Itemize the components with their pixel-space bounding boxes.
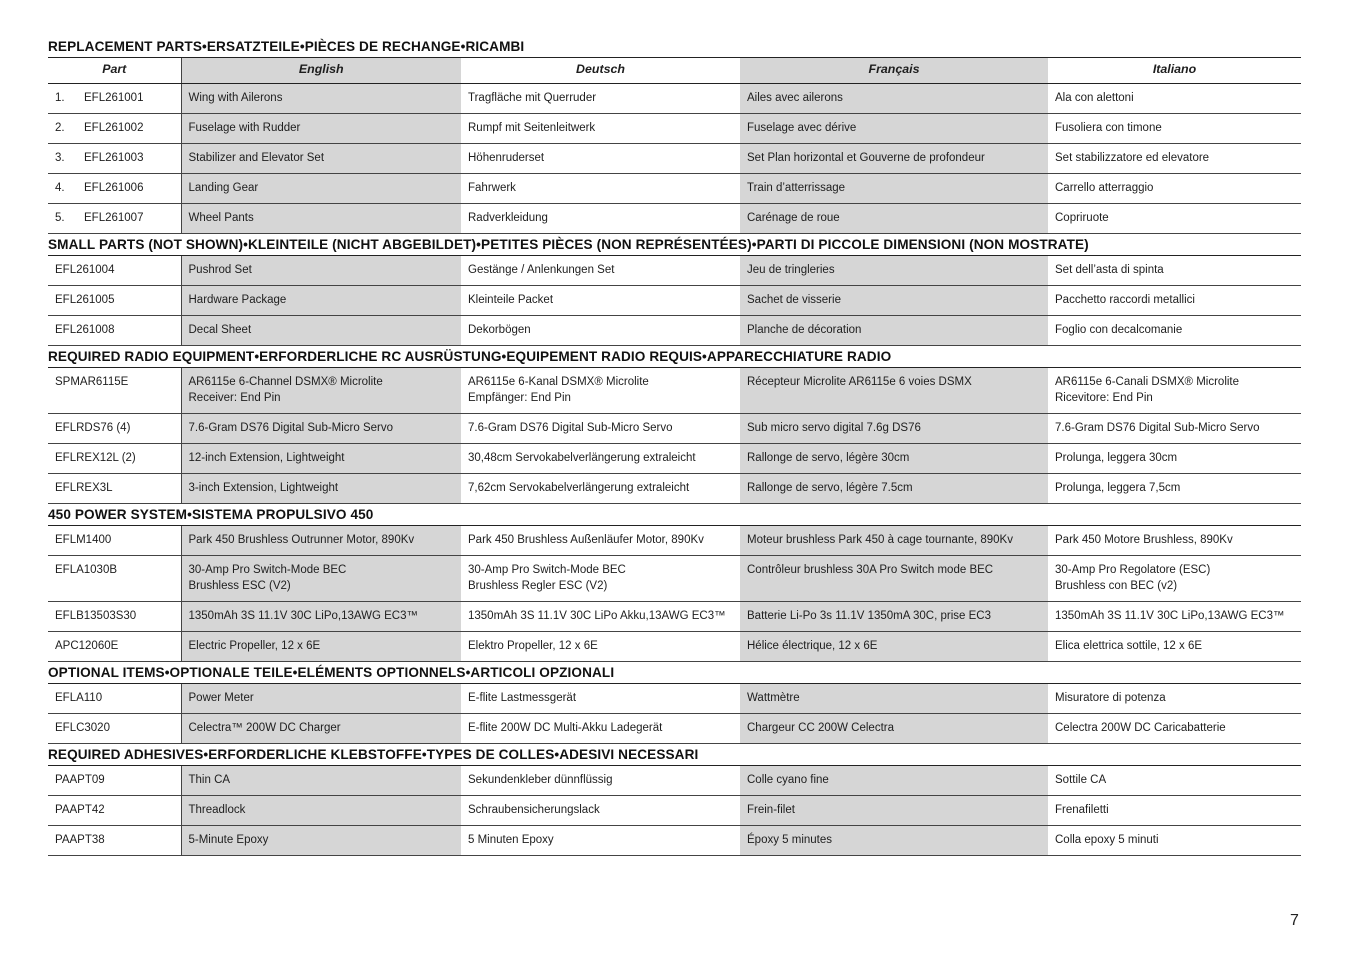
italiano-cell-line: Elica elettrica sottile, 12 x 6E (1055, 640, 1203, 652)
francais-cell (740, 204, 1048, 234)
deutsch-cell-line: Gestänge / Anlenkungen Set (468, 264, 615, 276)
francais-cell-line: Sachet de visserie (747, 294, 841, 306)
italiano-cell (1048, 556, 1301, 602)
italiano-cell (1048, 444, 1301, 474)
francais-cell-line: Planche de décoration (747, 324, 862, 336)
page-number: 7 (1290, 912, 1299, 929)
deutsch-cell (461, 256, 740, 286)
francais-cell (740, 796, 1048, 826)
item-number: 1. (55, 92, 65, 104)
part-number: EFL261003 (84, 152, 144, 164)
part-cell (48, 714, 181, 744)
english-cell-line: AR6115e 6-Channel DSMX® Microlite (188, 376, 383, 388)
deutsch-cell (461, 286, 740, 316)
deutsch-cell-line: Fahrwerk (468, 182, 516, 194)
part-number: EFLREX3L (55, 482, 113, 494)
deutsch-cell (461, 414, 740, 444)
italiano-cell (1048, 526, 1301, 556)
italiano-cell (1048, 114, 1301, 144)
francais-cell-line: Contrôleur brushless 30A Pro Switch mode BEC (747, 564, 994, 576)
deutsch-cell-line-2: Empfänger: End Pin (468, 392, 571, 404)
english-cell (181, 826, 461, 856)
table-row (48, 766, 1301, 796)
english-cell-line: Pushrod Set (188, 264, 252, 276)
italiano-cell-line: Prolunga, leggera 7,5cm (1055, 482, 1181, 494)
francais-cell-line: Set Plan horizontal et Gouverne de profondeur (747, 152, 985, 164)
item-number: 3. (55, 152, 65, 164)
francais-cell-line: Chargeur CC 200W Celectra (747, 722, 895, 734)
deutsch-cell (461, 632, 740, 662)
part-cell (48, 556, 181, 602)
english-cell (181, 414, 461, 444)
english-cell-line-2: Receiver: End Pin (188, 392, 281, 404)
english-cell-line: 30-Amp Pro Switch-Mode BEC (188, 564, 347, 576)
table-row (48, 84, 1301, 114)
english-cell (181, 684, 461, 714)
deutsch-cell (461, 714, 740, 744)
part-cell (48, 368, 181, 414)
italiano-cell (1048, 766, 1301, 796)
italiano-cell-line-2: Brushless con BEC (v2) (1055, 580, 1178, 592)
part-number: APC12060E (55, 640, 119, 652)
francais-cell (740, 84, 1048, 114)
section-heading: 450 POWER SYSTEM•SISTEMA PROPULSIVO 450 (48, 504, 1301, 526)
deutsch-cell-line: Schraubensicherungslack (468, 804, 600, 816)
italiano-cell-line: 1350mAh 3S 11.1V 30C LiPo,13AWG EC3™ (1055, 610, 1285, 622)
part-number: PAAPT38 (55, 834, 105, 846)
deutsch-cell (461, 602, 740, 632)
italiano-cell-line: Sottile CA (1055, 774, 1107, 786)
francais-cell-line: Récepteur Microlite AR6115e 6 voies DSMX (747, 376, 972, 388)
part-cell (48, 256, 181, 286)
part-cell (48, 286, 181, 316)
english-cell-line: 3-inch Extension, Lightweight (188, 482, 339, 494)
deutsch-cell-line: Tragfläche mit Querruder (468, 92, 597, 104)
part-cell (48, 444, 181, 474)
francais-cell-line: Batterie Li-Po 3s 11.1V 1350mA 30C, prise EC3 (747, 610, 991, 622)
italiano-cell-line: Fusoliera con timone (1055, 122, 1162, 134)
section-heading: SMALL PARTS (NOT SHOWN)•KLEINTEILE (NICHT ABGEBILDET)•PETITES PIÈCES (NON REPRÉSENTÉES)•PARTI DI PICCOLE DIMENSIONI (NON MOSTRATE) (48, 234, 1301, 256)
italiano-cell-line: Copriruote (1055, 212, 1109, 224)
english-cell (181, 84, 461, 114)
francais-cell (740, 114, 1048, 144)
english-cell (181, 556, 461, 602)
part-cell (48, 632, 181, 662)
section-heading: REQUIRED RADIO EQUIPMENT•ERFORDERLICHE RC AUSRÜSTUNG•EQUIPEMENT RADIO REQUIS•APPARECCHIATURE RADIO (48, 346, 1301, 368)
deutsch-cell-line: Kleinteile Packet (468, 294, 554, 306)
part-number: EFLA110 (55, 692, 103, 704)
english-cell-line: Fuselage with Rudder (188, 122, 301, 134)
italiano-cell-line: Prolunga, leggera 30cm (1055, 452, 1178, 464)
table-row (48, 632, 1301, 662)
english-cell-line: 5-Minute Epoxy (188, 834, 269, 846)
francais-cell (740, 526, 1048, 556)
table-row (48, 114, 1301, 144)
italiano-cell-line: Set dell’asta di spinta (1055, 264, 1164, 276)
table-row (48, 316, 1301, 346)
italiano-cell (1048, 204, 1301, 234)
deutsch-cell-line: Sekundenkleber dünnflüssig (468, 774, 613, 786)
italiano-cell (1048, 84, 1301, 114)
table-row (48, 144, 1301, 174)
italiano-cell-line: Colla epoxy 5 minuti (1055, 834, 1159, 846)
italiano-cell (1048, 684, 1301, 714)
deutsch-cell (461, 204, 740, 234)
english-cell-line: Electric Propeller, 12 x 6E (188, 640, 321, 652)
francais-cell (740, 766, 1048, 796)
part-number: EFLREX12L (2) (55, 452, 136, 464)
english-cell (181, 714, 461, 744)
table-row (48, 414, 1301, 444)
deutsch-cell (461, 796, 740, 826)
part-number: EFLRDS76 (4) (55, 422, 131, 434)
deutsch-cell (461, 826, 740, 856)
deutsch-cell (461, 766, 740, 796)
italiano-cell (1048, 796, 1301, 826)
francais-cell (740, 414, 1048, 444)
column-header-deutsch: Deutsch (461, 58, 740, 84)
english-cell (181, 796, 461, 826)
deutsch-cell (461, 684, 740, 714)
francais-cell-line: Rallonge de servo, légère 7.5cm (747, 482, 913, 494)
section-heading: REQUIRED ADHESIVES•ERFORDERLICHE KLEBSTOFFE•TYPES DE COLLES•ADESIVI NECESSARI (48, 744, 1301, 766)
parts-section-table (48, 526, 1301, 662)
italiano-cell (1048, 602, 1301, 632)
part-cell (48, 414, 181, 444)
francais-cell (740, 556, 1048, 602)
deutsch-cell-line: AR6115e 6-Kanal DSMX® Microlite (468, 376, 649, 388)
page-title: REPLACEMENT PARTS•ERSATZTEILE•PIÈCES DE RECHANGE•RICAMBI (48, 36, 1301, 58)
italiano-cell-line: Celectra 200W DC Caricabatterie (1055, 722, 1226, 734)
column-header-part: Part (48, 58, 181, 84)
english-cell-line: 12-inch Extension, Lightweight (188, 452, 345, 464)
item-number: 2. (55, 122, 65, 134)
deutsch-cell-line: Park 450 Brushless Außenläufer Motor, 890Kv (468, 534, 704, 546)
part-cell (48, 684, 181, 714)
part-number: EFL261008 (55, 324, 115, 336)
francais-cell-line: Jeu de tringleries (747, 264, 835, 276)
italiano-cell (1048, 632, 1301, 662)
part-cell (48, 766, 181, 796)
table-row (48, 204, 1301, 234)
english-cell-line: Wheel Pants (188, 212, 254, 224)
deutsch-cell-line: 7,62cm Servokabelverlängerung extraleicht (468, 482, 690, 494)
table-row (48, 286, 1301, 316)
francais-cell-line: Fuselage avec dérive (747, 122, 857, 134)
part-cell (48, 526, 181, 556)
column-header-italiano: Italiano (1048, 58, 1301, 84)
italiano-cell-line: 7.6-Gram DS76 Digital Sub-Micro Servo (1055, 422, 1260, 434)
table-row (48, 174, 1301, 204)
parts-section-table (48, 368, 1301, 504)
english-cell (181, 204, 461, 234)
section-heading: OPTIONAL ITEMS•OPTIONALE TEILE•ELÉMENTS OPTIONNELS•ARTICOLI OPZIONALI (48, 662, 1301, 684)
francais-cell (740, 368, 1048, 414)
deutsch-cell-line: 7.6-Gram DS76 Digital Sub-Micro Servo (468, 422, 673, 434)
english-cell-line: Threadlock (188, 804, 246, 816)
part-number: EFL261001 (84, 92, 144, 104)
english-cell-line: Power Meter (188, 692, 254, 704)
francais-cell (740, 256, 1048, 286)
english-cell-line: Landing Gear (188, 182, 259, 194)
part-cell (48, 144, 181, 174)
deutsch-cell-line: Elektro Propeller, 12 x 6E (468, 640, 598, 652)
francais-cell-line: Wattmètre (747, 692, 800, 704)
deutsch-cell-line: 30-Amp Pro Switch-Mode BEC (468, 564, 626, 576)
english-cell (181, 766, 461, 796)
italiano-cell (1048, 474, 1301, 504)
italiano-cell-line: Foglio con decalcomanie (1055, 324, 1183, 336)
english-cell-line: Decal Sheet (188, 324, 252, 336)
english-cell (181, 256, 461, 286)
deutsch-cell-line: 5 Minuten Epoxy (468, 834, 554, 846)
part-cell (48, 114, 181, 144)
english-cell-line: 1350mAh 3S 11.1V 30C LiPo,13AWG EC3™ (188, 610, 418, 622)
part-number: EFL261006 (84, 182, 144, 194)
francais-cell (740, 714, 1048, 744)
english-cell (181, 174, 461, 204)
italiano-cell-line: AR6115e 6-Canali DSMX® Microlite (1055, 376, 1240, 388)
deutsch-cell-line: Höhenruderset (468, 152, 545, 164)
part-number: EFLC3020 (55, 722, 110, 734)
part-number: EFL261004 (55, 264, 115, 276)
english-cell (181, 632, 461, 662)
english-cell (181, 114, 461, 144)
parts-table-header (48, 58, 1301, 84)
italiano-cell-line: Ala con alettoni (1055, 92, 1134, 104)
francais-cell (740, 684, 1048, 714)
deutsch-cell-line: Radverkleidung (468, 212, 548, 224)
francais-cell-line: Train d’atterrissage (747, 182, 846, 194)
parts-section-table (48, 684, 1301, 744)
deutsch-cell (461, 174, 740, 204)
english-cell-line: Wing with Ailerons (188, 92, 283, 104)
english-cell-line: 7.6-Gram DS76 Digital Sub-Micro Servo (188, 422, 394, 434)
deutsch-cell (461, 444, 740, 474)
part-number: EFL261005 (55, 294, 115, 306)
francais-cell-line: Sub micro servo digital 7.6g DS76 (747, 422, 921, 434)
italiano-cell (1048, 368, 1301, 414)
english-cell (181, 368, 461, 414)
table-row (48, 526, 1301, 556)
part-number: EFL261002 (84, 122, 144, 134)
francais-cell-line: Carénage de roue (747, 212, 840, 224)
deutsch-cell-line: E-flite Lastmessgerät (468, 692, 577, 704)
italiano-cell (1048, 256, 1301, 286)
english-cell-line: Thin CA (188, 774, 231, 786)
francais-cell-line: Ailes avec ailerons (747, 92, 843, 104)
table-row (48, 256, 1301, 286)
english-cell-line-2: Brushless ESC (V2) (188, 580, 291, 592)
deutsch-cell-line: 1350mAh 3S 11.1V 30C LiPo Akku,13AWG EC3™ (468, 610, 726, 622)
parts-section-table (48, 256, 1301, 346)
part-number: EFL261007 (84, 212, 144, 224)
italiano-cell-line: Frenafiletti (1055, 804, 1109, 816)
italiano-cell (1048, 826, 1301, 856)
italiano-cell (1048, 286, 1301, 316)
deutsch-cell-line: 30,48cm Servokabelverlängerung extraleicht (468, 452, 696, 464)
italiano-cell (1048, 714, 1301, 744)
deutsch-cell (461, 114, 740, 144)
part-cell (48, 174, 181, 204)
deutsch-cell-line: Rumpf mit Seitenleitwerk (468, 122, 596, 134)
italiano-cell (1048, 414, 1301, 444)
deutsch-cell (461, 144, 740, 174)
parts-sections (48, 84, 1301, 856)
francais-cell (740, 174, 1048, 204)
part-number: SPMAR6115E (55, 376, 129, 388)
francais-cell-line: Frein-filet (747, 804, 795, 816)
parts-document (48, 36, 1301, 856)
italiano-cell-line-2: Ricevitore: End Pin (1055, 392, 1153, 404)
part-cell (48, 602, 181, 632)
italiano-cell-line: Set stabilizzatore ed elevatore (1055, 152, 1210, 164)
italiano-cell-line: 30-Amp Pro Regolatore (ESC) (1055, 564, 1211, 576)
francais-cell-line: Époxy 5 minutes (747, 834, 833, 846)
table-row (48, 602, 1301, 632)
francais-cell-line: Moteur brushless Park 450 à cage tournante, 890Kv (747, 534, 1013, 546)
francais-cell (740, 316, 1048, 346)
deutsch-cell (461, 84, 740, 114)
item-number: 4. (55, 182, 65, 194)
english-cell-line: Hardware Package (188, 294, 287, 306)
francais-cell (740, 474, 1048, 504)
table-row (48, 474, 1301, 504)
parts-section-table (48, 766, 1301, 856)
italiano-cell (1048, 316, 1301, 346)
italiano-cell-line: Carrello atterraggio (1055, 182, 1154, 194)
part-cell (48, 796, 181, 826)
english-cell-line: Celectra™ 200W DC Charger (188, 722, 341, 734)
table-row (48, 826, 1301, 856)
table-row (48, 796, 1301, 826)
column-header-francais: Français (740, 58, 1048, 84)
deutsch-cell (461, 368, 740, 414)
italiano-cell-line: Park 450 Motore Brushless, 890Kv (1055, 534, 1233, 546)
francais-cell (740, 144, 1048, 174)
parts-section-table (48, 84, 1301, 234)
english-cell (181, 144, 461, 174)
part-number: PAAPT42 (55, 804, 105, 816)
deutsch-cell (461, 474, 740, 504)
francais-cell-line: Colle cyano fine (747, 774, 829, 786)
part-number: PAAPT09 (55, 774, 105, 786)
part-number: EFLM1400 (55, 534, 112, 546)
francais-cell (740, 444, 1048, 474)
francais-cell-line: Hélice électrique, 12 x 6E (747, 640, 878, 652)
italiano-cell-line: Misuratore di potenza (1055, 692, 1166, 704)
deutsch-cell-line-2: Brushless Regler ESC (V2) (468, 580, 608, 592)
english-cell (181, 316, 461, 346)
italiano-cell-line: Pacchetto raccordi metallici (1055, 294, 1195, 306)
part-cell (48, 204, 181, 234)
item-number: 5. (55, 212, 65, 224)
table-row (48, 556, 1301, 602)
column-header-english: English (181, 58, 461, 84)
francais-cell (740, 602, 1048, 632)
deutsch-cell (461, 526, 740, 556)
deutsch-cell (461, 556, 740, 602)
part-number: EFLA1030B (55, 564, 118, 576)
english-cell (181, 602, 461, 632)
francais-cell-line: Rallonge de servo, légère 30cm (747, 452, 910, 464)
english-cell (181, 474, 461, 504)
deutsch-cell (461, 316, 740, 346)
english-cell-line: Stabilizer and Elevator Set (188, 152, 325, 164)
part-cell (48, 826, 181, 856)
francais-cell (740, 286, 1048, 316)
part-number: EFLB13503S30 (55, 610, 137, 622)
part-cell (48, 474, 181, 504)
english-cell-line: Park 450 Brushless Outrunner Motor, 890Kv (188, 534, 415, 546)
italiano-cell (1048, 144, 1301, 174)
english-cell (181, 286, 461, 316)
part-cell (48, 316, 181, 346)
deutsch-cell-line: Dekorbögen (468, 324, 531, 336)
francais-cell (740, 826, 1048, 856)
english-cell (181, 526, 461, 556)
part-cell (48, 84, 181, 114)
table-row (48, 444, 1301, 474)
italiano-cell (1048, 174, 1301, 204)
table-row (48, 684, 1301, 714)
table-row (48, 714, 1301, 744)
table-row (48, 368, 1301, 414)
english-cell (181, 444, 461, 474)
francais-cell (740, 632, 1048, 662)
deutsch-cell-line: E-flite 200W DC Multi-Akku Ladegerät (468, 722, 663, 734)
